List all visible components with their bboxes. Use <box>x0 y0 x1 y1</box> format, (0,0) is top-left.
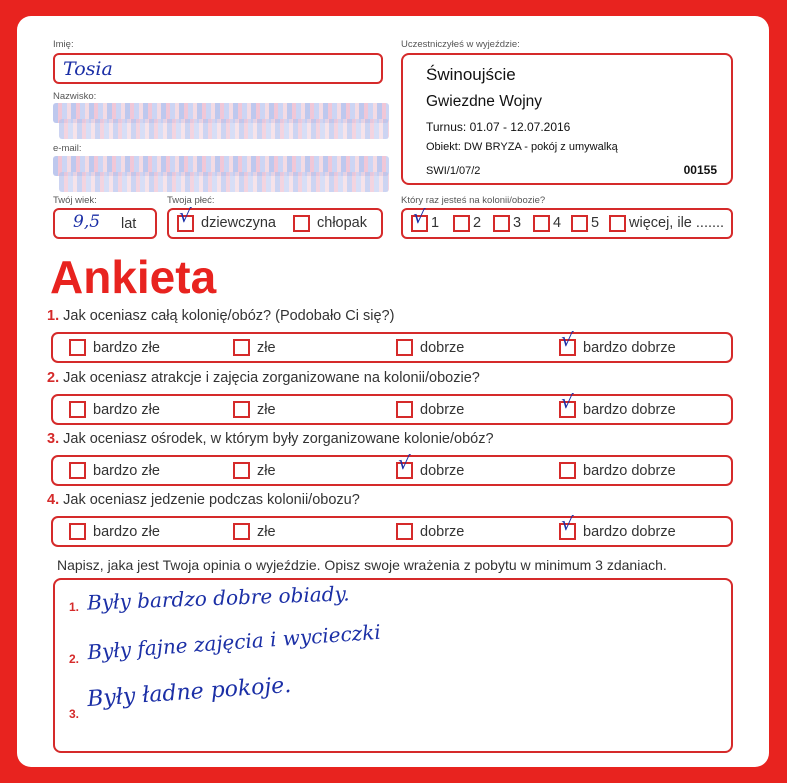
times-field <box>401 205 733 239</box>
answer-option-label: dobrze <box>420 340 465 356</box>
answer-option-label: złe <box>257 340 276 356</box>
tick-mark: √ <box>412 205 426 229</box>
camp-number: 00155 <box>683 163 717 177</box>
answer-row-4 <box>51 512 733 547</box>
answer-checkbox[interactable] <box>559 462 576 479</box>
answer-row-1 <box>51 328 733 363</box>
answer-checkbox[interactable] <box>396 339 413 356</box>
times-option-4: 4 <box>553 215 562 231</box>
age-label: Twój wiek: <box>53 195 97 206</box>
question-2 <box>47 370 480 386</box>
answer-checkbox[interactable] <box>69 339 86 356</box>
answer-checkbox[interactable] <box>233 339 250 356</box>
question-1 <box>47 308 394 324</box>
answer-option-label: bardzo dobrze <box>583 340 676 356</box>
question-number: 3. <box>47 431 60 447</box>
question-text: Jak oceniasz jedzenie podczas kolonii/obozu? <box>63 492 360 508</box>
opinion-line-1-number: 1. <box>69 600 80 614</box>
question-text: Jak oceniasz całą kolonię/obóz? (Podobało Ci się?) <box>63 308 395 324</box>
answer-option-label: bardzo złe <box>93 402 160 418</box>
name-value: Tosia <box>63 58 113 80</box>
gender-option-girl: dziewczyna <box>201 215 276 231</box>
answer-row-2 <box>51 390 733 425</box>
answer-option-label: dobrze <box>420 463 465 479</box>
gender-field <box>167 204 383 239</box>
answer-option-label: bardzo dobrze <box>583 524 676 540</box>
times-checkbox-5[interactable] <box>571 215 588 232</box>
answer-option-label: dobrze <box>420 402 465 418</box>
times-option-5: 5 <box>591 215 600 231</box>
question-number: 4. <box>47 492 60 508</box>
camp-info-box <box>401 53 733 185</box>
answer-option-label: bardzo złe <box>93 340 160 356</box>
answer-option-label: dobrze <box>420 524 465 540</box>
opinion-box[interactable] <box>53 578 733 753</box>
opinion-line-2-number: 2. <box>69 652 80 666</box>
answer-option-label: złe <box>257 524 276 540</box>
tick-mark: √ <box>560 390 574 414</box>
tick-mark: √ <box>178 204 192 228</box>
answer-row-3 <box>51 451 733 486</box>
camp-code: SWI/1/07/2 <box>426 165 481 177</box>
gender-label: Twoja płeć: <box>167 195 215 206</box>
surname-label: Nazwisko: <box>53 91 97 102</box>
tick-mark: √ <box>560 328 574 352</box>
tick-mark: √ <box>560 512 574 536</box>
question-3 <box>47 431 494 447</box>
camp-place: Świnoujście <box>426 65 516 84</box>
name-field[interactable] <box>53 53 383 84</box>
email-redacted-2 <box>59 172 389 192</box>
times-label: Który raz jesteś na kolonii/obozie? <box>401 195 546 206</box>
opinion-line-2: Były fajne zajęcia i wycieczki <box>86 619 382 665</box>
answer-checkbox[interactable] <box>69 462 86 479</box>
times-option-more: więcej, ile ....... <box>629 215 725 231</box>
answer-checkbox[interactable] <box>69 523 86 540</box>
question-number: 2. <box>47 370 60 386</box>
survey-sheet <box>17 16 769 767</box>
answer-checkbox[interactable] <box>69 401 86 418</box>
question-text: Jak oceniasz atrakcje i zajęcia zorganizowane na kolonii/obozie? <box>63 370 480 386</box>
opinion-line-3: Były ładne pokoje. <box>86 672 293 713</box>
survey-title: Ankieta <box>50 251 217 303</box>
surname-redacted-2 <box>59 119 389 139</box>
camp-name: Gwiezdne Wojny <box>426 93 543 110</box>
gender-option-boy: chłopak <box>317 215 367 231</box>
opinion-line-3-number: 3. <box>69 707 80 721</box>
question-4 <box>47 492 360 508</box>
times-option-3: 3 <box>513 215 522 231</box>
answer-option-label: bardzo dobrze <box>583 402 676 418</box>
turnus-value: 01.07 - 12.07.2016 <box>469 120 571 134</box>
answer-checkbox[interactable] <box>396 401 413 418</box>
question-number: 1. <box>47 308 60 324</box>
turnus-label: Turnus: <box>426 120 467 134</box>
answer-checkbox[interactable] <box>233 401 250 418</box>
camp-label: Uczestniczyłeś w wyjeździe: <box>401 39 520 50</box>
age-field[interactable] <box>53 208 157 239</box>
answer-option-label: bardzo złe <box>93 463 160 479</box>
object-label: Obiekt: <box>426 141 461 153</box>
email-label: e-mail: <box>53 143 82 154</box>
times-option-2: 2 <box>473 215 482 231</box>
answer-option-label: bardzo złe <box>93 524 160 540</box>
times-checkbox-more[interactable] <box>609 215 626 232</box>
times-checkbox-2[interactable] <box>453 215 470 232</box>
times-checkbox-3[interactable] <box>493 215 510 232</box>
age-unit: lat <box>121 216 137 232</box>
answer-checkbox[interactable] <box>233 462 250 479</box>
opinion-line-1: Były bardzo dobre obiady. <box>86 581 350 615</box>
tick-mark: √ <box>397 451 411 475</box>
times-checkbox-4[interactable] <box>533 215 550 232</box>
opinion-prompt: Napisz, jaka jest Twoja opinia o wyjeździe. Opisz swoje wrażenia z pobytu w minimum 3 zdaniach. <box>57 557 667 573</box>
answer-checkbox[interactable] <box>233 523 250 540</box>
question-text: Jak oceniasz ośrodek, w którym były zorganizowane kolonie/obóz? <box>63 431 494 447</box>
answer-option-label: bardzo dobrze <box>583 463 676 479</box>
gender-boy-checkbox[interactable] <box>293 215 310 232</box>
answer-option-label: złe <box>257 402 276 418</box>
name-label: Imię: <box>53 39 74 50</box>
times-option-1: 1 <box>431 215 440 231</box>
age-value: 9,5 <box>73 212 101 232</box>
answer-option-label: złe <box>257 463 276 479</box>
answer-checkbox[interactable] <box>396 523 413 540</box>
object-value: DW BRYZA - pokój z umywalką <box>463 141 618 153</box>
